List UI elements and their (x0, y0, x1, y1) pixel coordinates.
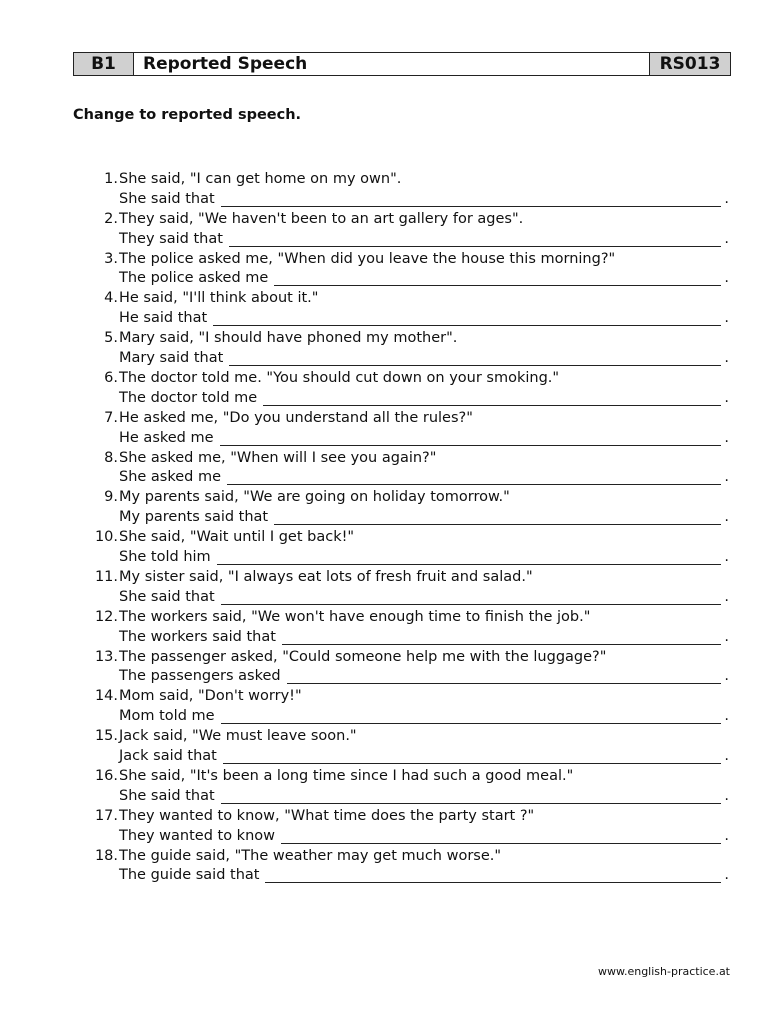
exercise-number: 5. (104, 330, 118, 347)
sentence-end-dot: . (724, 867, 729, 884)
exercise-question: The guide said, "The weather may get much worse." (119, 847, 502, 864)
sentence-end-dot: . (724, 469, 729, 486)
sentence-end-dot: . (724, 827, 729, 844)
exercise-number: 11. (94, 568, 118, 585)
sentence-end-dot: . (724, 190, 729, 207)
exercise-item (90, 210, 740, 250)
exercise-question: She asked me, "When will I see you again?" (119, 449, 437, 466)
answer-blank[interactable] (223, 748, 721, 764)
answer-prompt: She told him (119, 549, 211, 566)
exercise-number: 8. (104, 449, 118, 466)
sentence-end-dot: . (724, 509, 729, 526)
answer-blank[interactable] (217, 549, 721, 565)
answer-blank[interactable] (229, 231, 721, 247)
answer-row (119, 866, 729, 886)
sentence-end-dot: . (724, 270, 729, 287)
instruction-text: Change to reported speech. (73, 107, 302, 123)
exercise-question: The passenger asked, "Could someone help me with the luggage?" (119, 648, 607, 665)
exercise-number: 14. (94, 688, 118, 705)
sentence-end-dot: . (724, 708, 729, 725)
answer-prompt: She said that (119, 787, 215, 804)
answer-row (119, 468, 729, 488)
answer-blank[interactable] (220, 430, 721, 446)
exercise-question: They wanted to know, "What time does the party start ?" (119, 807, 535, 824)
answer-blank[interactable] (213, 310, 721, 326)
exercise-item (90, 687, 740, 727)
exercise-number: 7. (104, 409, 118, 426)
exercise-question: He asked me, "Do you understand all the rules?" (119, 409, 473, 426)
answer-row (119, 508, 729, 528)
exercise-item (90, 528, 740, 568)
exercise-question: The workers said, "We won't have enough time to finish the job." (119, 608, 591, 625)
answer-prompt: They said that (119, 230, 223, 247)
answer-row (119, 309, 729, 329)
exercise-question: My sister said, "I always eat lots of fresh fruit and salad." (119, 568, 533, 585)
answer-prompt: Mary said that (119, 350, 224, 367)
answer-row (119, 667, 729, 687)
exercise-item (90, 847, 740, 887)
worksheet-code: RS013 (649, 53, 730, 75)
exercise-number: 12. (94, 608, 118, 625)
answer-blank[interactable] (221, 708, 721, 724)
answer-prompt: They wanted to know (119, 827, 275, 844)
exercise-number: 16. (94, 767, 118, 784)
answer-prompt: She said that (119, 190, 215, 207)
exercise-item (90, 250, 740, 290)
answer-prompt: The workers said that (119, 628, 276, 645)
exercise-question: She said, "I can get home on my own". (119, 171, 402, 187)
answer-blank[interactable] (287, 668, 721, 684)
answer-row (119, 190, 729, 210)
answer-prompt: The passengers asked (119, 668, 281, 685)
answer-row (119, 349, 729, 369)
worksheet-title: Reported Speech (134, 53, 649, 75)
exercise-number: 15. (94, 728, 118, 745)
answer-blank[interactable] (229, 350, 721, 366)
sentence-end-dot: . (724, 628, 729, 645)
exercise-number: 10. (94, 529, 118, 546)
answer-blank[interactable] (227, 469, 721, 485)
answer-row (119, 389, 729, 409)
exercise-item (90, 568, 740, 608)
exercise-item (90, 449, 740, 489)
exercise-item (90, 727, 740, 767)
answer-blank[interactable] (221, 788, 721, 804)
answer-row (119, 429, 729, 449)
exercise-item (90, 608, 740, 648)
exercise-question: The doctor told me. "You should cut down on your smoking." (119, 369, 560, 386)
exercise-number: 4. (104, 290, 118, 307)
answer-row (119, 707, 729, 727)
exercise-item (90, 329, 740, 369)
exercise-question: They said, "We haven't been to an art gallery for ages". (119, 210, 524, 227)
answer-prompt: The guide said that (119, 867, 260, 884)
sentence-end-dot: . (724, 748, 729, 765)
exercise-item (90, 767, 740, 807)
exercise-item (90, 369, 740, 409)
exercise-item (90, 648, 740, 688)
exercise-item (90, 488, 740, 528)
sentence-end-dot: . (724, 350, 729, 367)
answer-blank[interactable] (274, 509, 721, 525)
sentence-end-dot: . (724, 389, 729, 406)
answer-prompt: He said that (119, 310, 208, 327)
sentence-end-dot: . (724, 429, 729, 446)
answer-prompt: The doctor told me (119, 389, 258, 406)
answer-row (119, 588, 729, 608)
sentence-end-dot: . (724, 549, 729, 566)
answer-row (119, 787, 729, 807)
exercise-item (90, 409, 740, 449)
exercise-question: Jack said, "We must leave soon." (119, 728, 357, 745)
sentence-end-dot: . (724, 668, 729, 685)
worksheet-header (73, 52, 731, 76)
level-badge: B1 (74, 53, 134, 75)
answer-row (119, 628, 729, 648)
answer-row (119, 269, 729, 289)
exercise-number: 13. (94, 648, 118, 665)
answer-blank[interactable] (281, 828, 721, 844)
exercise-question: Mary said, "I should have phoned my mother". (119, 330, 458, 347)
exercise-list (90, 170, 740, 886)
answer-blank[interactable] (274, 270, 721, 286)
exercise-item (90, 289, 740, 329)
answer-prompt: He asked me (119, 429, 214, 446)
answer-row (119, 747, 729, 767)
answer-prompt: She said that (119, 588, 215, 605)
exercise-number: 1. (104, 171, 118, 187)
exercise-number: 6. (104, 369, 118, 386)
exercise-number: 2. (104, 210, 118, 227)
exercise-item (90, 807, 740, 847)
exercise-question: My parents said, "We are going on holiday tomorrow." (119, 489, 510, 506)
exercise-number: 17. (94, 807, 118, 824)
answer-prompt: Mom told me (119, 708, 215, 725)
answer-blank[interactable] (221, 191, 721, 207)
answer-blank[interactable] (265, 867, 721, 883)
answer-blank[interactable] (221, 589, 721, 605)
exercise-question: He said, "I'll think about it." (119, 290, 319, 307)
answer-prompt: She asked me (119, 469, 222, 486)
exercise-question: She said, "It's been a long time since I had such a good meal." (119, 767, 574, 784)
exercise-question: Mom said, "Don't worry!" (119, 688, 302, 705)
sentence-end-dot: . (724, 310, 729, 327)
sentence-end-dot: . (724, 588, 729, 605)
exercise-question: The police asked me, "When did you leave the house this morning?" (119, 250, 616, 267)
exercise-number: 18. (94, 847, 118, 864)
answer-blank[interactable] (263, 390, 721, 406)
answer-blank[interactable] (282, 629, 721, 645)
footer-url: www.english-practice.at (597, 965, 730, 978)
exercise-question: She said, "Wait until I get back!" (119, 529, 355, 546)
answer-row (119, 230, 729, 250)
exercise-number: 9. (104, 489, 118, 506)
sentence-end-dot: . (724, 230, 729, 247)
sentence-end-dot: . (724, 787, 729, 804)
answer-row (119, 548, 729, 568)
answer-prompt: My parents said that (119, 509, 269, 526)
answer-prompt: The police asked me (119, 270, 269, 287)
answer-row (119, 827, 729, 847)
exercise-item (90, 170, 740, 210)
exercise-number: 3. (104, 250, 118, 267)
answer-prompt: Jack said that (119, 748, 217, 765)
